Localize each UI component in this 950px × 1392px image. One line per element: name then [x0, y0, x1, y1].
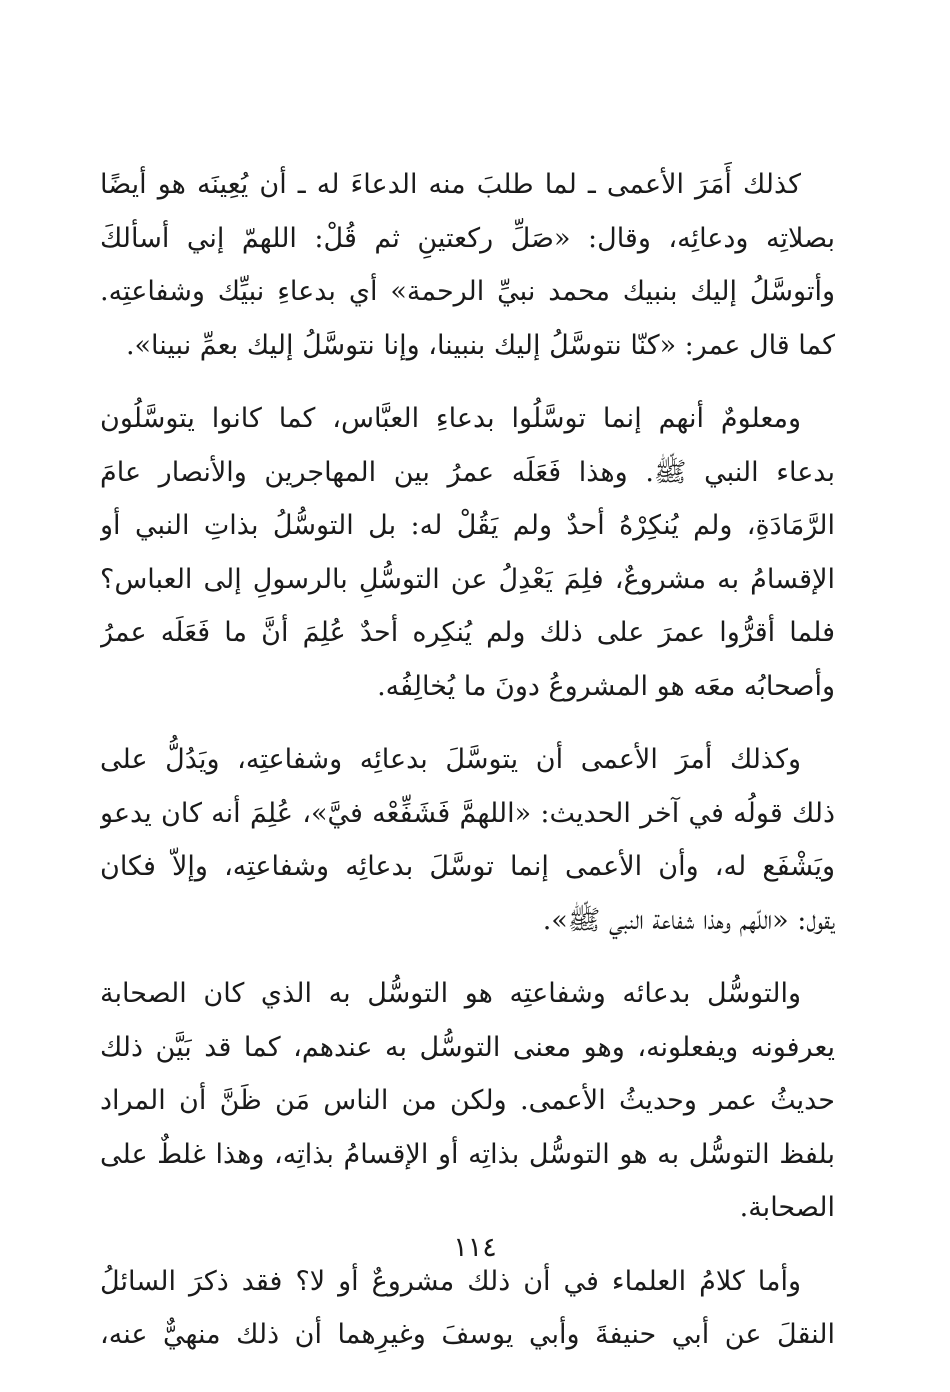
- text-line: وأما كلامُ العلماء في أن ذلك مشروعٌ أو لا؟ فقد ذكرَ السائلُ: [100, 1265, 801, 1297]
- text-line: والتوسُّل بدعائه وشفاعتِه هو التوسُّل به الذي كان الصحابة: [100, 978, 801, 1009]
- page-number: ١١٤: [453, 1232, 497, 1263]
- text-line: بلفظ التوسُّل به هو التوسُّل بذاتِه أو الإقسامُ بذاتِه، وهذا غلطٌ على: [100, 1138, 835, 1170]
- paragraph-2: [100, 392, 835, 713]
- text-line: النقلَ عن أبي حنيفةَ وأبي يوسفَ وغيرِهما أن ذلك منهيٌّ عنه،: [100, 1319, 835, 1350]
- text-line: ويَشْفَع له، وأن الأعمى إنما توسَّلَ بدعائِه وشفاعتِه، وإلاّ فكان: [100, 851, 835, 882]
- paragraph-1: [100, 158, 835, 372]
- text-line: بدعاء النبي ﷺ. وهذا فَعَلَه عمرُ بين المهاجرين والأنصار عامَ: [100, 456, 835, 488]
- text-line: وكذلك أمرَ الأعمى أن يتوسَّلَ بدعائِه وشفاعتِه، ويَدُلُّ على: [100, 744, 801, 775]
- text-line: الرَّمَادَةِ، ولم يُنكِرْهُ أحدٌ ولم يَقُلْ له: بل التوسُّلُ بذاتِ النبي أو: [100, 510, 835, 541]
- text-line: كما قال عمر: «كنّا نتوسَّلُ إليك بنبينا، وإنا نتوسَّلُ إليك بعمِّ نبينا».: [125, 329, 835, 361]
- page-body: [100, 158, 835, 1382]
- text-line: بصلاتِه ودعائِه، وقال: «صَلِّ ركعتينِ ثم قُلْ: اللهمّ إني أسألكَ: [100, 222, 835, 254]
- text-line: حديثُ عمر وحديثُ الأعمى. ولكن من الناس مَن ظَنَّ أن المراد: [100, 1085, 835, 1116]
- text-line: وأتوسَّلُ إليك بنبيك محمد نبيِّ الرحمة» أي بدعاءِ نبيِّك وشفاعتِه.: [100, 276, 835, 307]
- text-line: فلما أقرُّوا عمرَ على ذلك ولم يُنكِره أحدٌ عُلِمَ أنَّ ما فَعَلَه عمرُ: [100, 617, 835, 648]
- text-line: ومعلومٌ أنهم إنما توسَّلُوا بدعاءِ العبَّاس، كما كانوا يتوسَّلُون: [100, 403, 801, 434]
- text-line: الصحابة.: [739, 1192, 835, 1223]
- text-line: كذلك أَمَرَ الأعمى ـ لما طلبَ منه الدعاءَ له ـ أن يُعِينَه هو أيضًا: [100, 169, 801, 200]
- text-line: الإقسامُ به مشروعٌ، فلِمَ يَعْدِلُ عن التوسُّلِ بالرسولِ إلى العباس؟: [100, 563, 835, 595]
- paragraph-5: [100, 1255, 835, 1362]
- paragraph-4: [100, 967, 835, 1235]
- paragraph-3: [100, 733, 835, 947]
- text-line: يعرفونه ويفعلونه، وهو معنى التوسُّل به عندهم، كما قد بَيَّن ذلك: [100, 1031, 835, 1063]
- text-line: ذلك قولُه في آخر الحديث: «اللهمَّ فَشَفِّعْه فيَّ»، عُلِمَ أنه كان يدعو: [100, 797, 835, 829]
- text-line: وأصحابُه معَه هو المشروعُ دونَ ما يُخالِفُه.: [377, 670, 835, 702]
- text-line: يقول: «اللّهم وهذا شفاعة النبي ﷺ».: [542, 904, 835, 936]
